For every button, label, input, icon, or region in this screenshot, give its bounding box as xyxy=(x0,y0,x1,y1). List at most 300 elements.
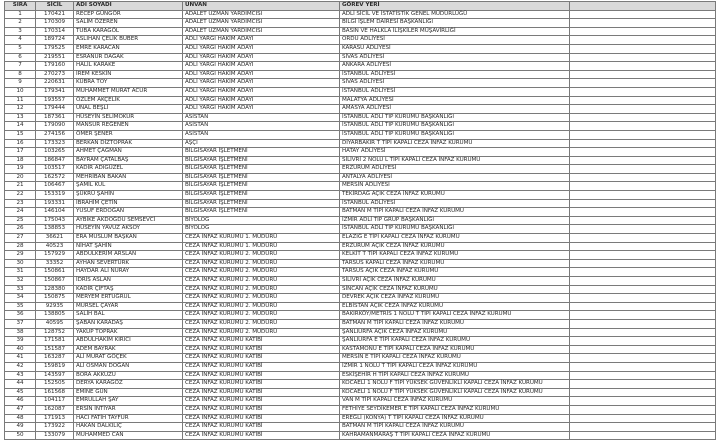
cell-unvan: CEZA İNFAZ KURUMU 1. MÜDÜRÜ xyxy=(183,234,340,243)
cell-sira: 48 xyxy=(5,414,36,423)
cell-empty xyxy=(570,173,716,182)
cell-empty xyxy=(570,311,716,320)
cell-gorev-yeri: İSTANBUL ADLİYESİ xyxy=(340,87,570,96)
cell-unvan: ASİSTAN xyxy=(183,130,340,139)
cell-sicil: 179090 xyxy=(36,122,74,131)
cell-sira: 14 xyxy=(5,122,36,131)
cell-gorev-yeri: ERZURUM AÇIK CEZA İNFAZ KURUMU xyxy=(340,242,570,251)
cell-unvan: CEZA İNFAZ KURUMU KATİBİ xyxy=(183,431,340,440)
cell-empty xyxy=(570,388,716,397)
header-sira: SIRA xyxy=(5,2,36,11)
table-row xyxy=(5,79,716,88)
table-row xyxy=(5,191,716,200)
cell-sicil: 150875 xyxy=(36,294,74,303)
table-row xyxy=(5,423,716,432)
cell-unvan: CEZA İNFAZ KURUMU KATİBİ xyxy=(183,380,340,389)
cell-adi-soyadi: KÜBRA TOY xyxy=(74,79,183,88)
cell-gorev-yeri: ELBİSTAN AÇIK CEZA İNFAZ KURUMU xyxy=(340,302,570,311)
cell-sicil: 274156 xyxy=(36,130,74,139)
cell-unvan: BİLGİSAYAR İŞLETMENİ xyxy=(183,191,340,200)
cell-sira: 32 xyxy=(5,277,36,286)
cell-sira: 28 xyxy=(5,242,36,251)
cell-empty xyxy=(570,156,716,165)
cell-sicil: 161568 xyxy=(36,388,74,397)
cell-sira: 49 xyxy=(5,423,36,432)
cell-adi-soyadi: MERYEM ERTUĞRUL xyxy=(74,294,183,303)
cell-gorev-yeri: FETHİYE SEYDİKEMER E TİPİ KAPALI CEZA İNFAZ KURUMU xyxy=(340,405,570,414)
cell-gorev-yeri: KOCAELİ 1 NOLU F TİPİ YÜKSEK GÜVENLİKLİ KAPALI CEZA İNFAZ KURUMU xyxy=(340,380,570,389)
cell-gorev-yeri: SİVAS ADLİYESİ xyxy=(340,53,570,62)
cell-sira: 10 xyxy=(5,87,36,96)
cell-empty xyxy=(570,105,716,114)
cell-sira: 42 xyxy=(5,362,36,371)
cell-unvan: CEZA İNFAZ KURUMU KATİBİ xyxy=(183,371,340,380)
cell-sira: 5 xyxy=(5,44,36,53)
cell-adi-soyadi: MANSUR REĞENEN xyxy=(74,122,183,131)
cell-adi-soyadi: HALİL KARAKE xyxy=(74,62,183,71)
table-row xyxy=(5,371,716,380)
cell-gorev-yeri: TARSUS KAPALI CEZA İNFAZ KURUMU xyxy=(340,259,570,268)
table-row xyxy=(5,10,716,19)
cell-adi-soyadi: İREM KESKİN xyxy=(74,70,183,79)
cell-sicil: 179160 xyxy=(36,62,74,71)
cell-gorev-yeri: İZMİR 1 NOLU T TİPİ KAPALI CEZA İNFAZ KURUMU xyxy=(340,362,570,371)
header-gorev-yeri: GÖREV YERİ xyxy=(340,2,570,11)
cell-sicil: 36621 xyxy=(36,234,74,243)
cell-gorev-yeri: ANKARA ADLİYESİ xyxy=(340,62,570,71)
cell-adi-soyadi: İBRAHİM ÇETİN xyxy=(74,199,183,208)
cell-empty xyxy=(570,234,716,243)
table-row xyxy=(5,234,716,243)
table-row xyxy=(5,380,716,389)
cell-adi-soyadi: BERKAN DİZTOPRAK xyxy=(74,139,183,148)
table-row xyxy=(5,139,716,148)
cell-gorev-yeri: AMASYA ADLİYESİ xyxy=(340,105,570,114)
cell-gorev-yeri: ESKİŞEHİR H TİPİ KAPALI CEZA İNFAZ KURUMU xyxy=(340,371,570,380)
cell-sira: 27 xyxy=(5,234,36,243)
cell-adi-soyadi: HACI FATİH TAYFUR xyxy=(74,414,183,423)
cell-gorev-yeri: ŞANLIURFA E TİPİ KAPALI CEZA İNFAZ KURUMU xyxy=(340,337,570,346)
table-row xyxy=(5,251,716,260)
cell-gorev-yeri: SİLİVRİ 2 NOLU L TİPİ KAPALI CEZA İNFAZ KURUMU xyxy=(340,156,570,165)
cell-empty xyxy=(570,10,716,19)
table-row xyxy=(5,285,716,294)
cell-gorev-yeri: BASIN VE HALKLA İLİŞKİLER MÜŞAVİRLİĞİ xyxy=(340,27,570,36)
header-empty xyxy=(570,2,716,11)
table-row xyxy=(5,431,716,440)
cell-gorev-yeri: İSTANBUL ADLİ TIP KURUMU BAŞKANLIĞI xyxy=(340,113,570,122)
cell-sicil: 138805 xyxy=(36,311,74,320)
cell-sicil: 162572 xyxy=(36,173,74,182)
table-row xyxy=(5,165,716,174)
cell-adi-soyadi: KADİR ADIGÜZEL xyxy=(74,165,183,174)
cell-sira: 22 xyxy=(5,191,36,200)
header-unvan: UNVAN xyxy=(183,2,340,11)
cell-adi-soyadi: ALİ MURAT GÖÇEK xyxy=(74,354,183,363)
cell-gorev-yeri: ŞANLIURFA AÇIK CEZA İNFAZ KURUMU xyxy=(340,328,570,337)
cell-unvan: CEZA İNFAZ KURUMU 2. MÜDÜRÜ xyxy=(183,302,340,311)
cell-empty xyxy=(570,44,716,53)
cell-unvan: ADLİ YARGI HAKİM ADAYI xyxy=(183,53,340,62)
cell-unvan: CEZA İNFAZ KURUMU 2. MÜDÜRÜ xyxy=(183,319,340,328)
table-row xyxy=(5,199,716,208)
cell-sicil: 146104 xyxy=(36,208,74,217)
cell-sira: 12 xyxy=(5,105,36,114)
table-row xyxy=(5,62,716,71)
table-row xyxy=(5,87,716,96)
cell-gorev-yeri: ANTALYA ADLİYESİ xyxy=(340,173,570,182)
cell-unvan: ADALET UZMAN YARDIMCISI xyxy=(183,19,340,28)
cell-sicil: 219551 xyxy=(36,53,74,62)
cell-gorev-yeri: BİLGİ İŞLEM DAİRESİ BAŞKANLIĞI xyxy=(340,19,570,28)
cell-sira: 36 xyxy=(5,311,36,320)
cell-gorev-yeri: İZMİR ADLİ TIP GRUP BAŞKANLIĞI xyxy=(340,216,570,225)
cell-sira: 9 xyxy=(5,79,36,88)
header-sicil: SİCİL xyxy=(36,2,74,11)
cell-sira: 17 xyxy=(5,148,36,157)
cell-sira: 4 xyxy=(5,36,36,45)
cell-sira: 20 xyxy=(5,173,36,182)
cell-unvan: CEZA İNFAZ KURUMU KATİBİ xyxy=(183,345,340,354)
cell-sira: 23 xyxy=(5,199,36,208)
cell-sira: 2 xyxy=(5,19,36,28)
cell-adi-soyadi: HÜSEYİN YAVUZ AKSOY xyxy=(74,225,183,234)
cell-empty xyxy=(570,87,716,96)
cell-sicil: 92935 xyxy=(36,302,74,311)
cell-adi-soyadi: DERYA KARAGÖZ xyxy=(74,380,183,389)
cell-gorev-yeri: MERSİN ADLİYESİ xyxy=(340,182,570,191)
cell-gorev-yeri: DİYARBAKIR T TİPİ KAPALI CEZA İNFAZ KURUMU xyxy=(340,139,570,148)
table-row xyxy=(5,70,716,79)
cell-unvan: CEZA İNFAZ KURUMU KATİBİ xyxy=(183,354,340,363)
cell-sicil: 153319 xyxy=(36,191,74,200)
table-row xyxy=(5,354,716,363)
cell-sira: 16 xyxy=(5,139,36,148)
cell-sicil: 157929 xyxy=(36,251,74,260)
table-row xyxy=(5,53,716,62)
cell-sira: 6 xyxy=(5,53,36,62)
cell-empty xyxy=(570,19,716,28)
cell-adi-soyadi: EMRE KARACAN xyxy=(74,44,183,53)
cell-empty xyxy=(570,345,716,354)
cell-sicil: 104117 xyxy=(36,397,74,406)
cell-unvan: AŞÇI xyxy=(183,139,340,148)
table-row xyxy=(5,105,716,114)
table-row xyxy=(5,208,716,217)
cell-sicil: 138853 xyxy=(36,225,74,234)
cell-unvan: ADLİ YARGI HAKİM ADAYI xyxy=(183,105,340,114)
cell-unvan: CEZA İNFAZ KURUMU KATİBİ xyxy=(183,405,340,414)
cell-gorev-yeri: KELKİT T TİPİ KAPALI CEZA İNFAZ KURUMU xyxy=(340,251,570,260)
cell-adi-soyadi: RECEP GÜNGÖR xyxy=(74,10,183,19)
cell-adi-soyadi: SALİM ÖZEREN xyxy=(74,19,183,28)
cell-sira: 50 xyxy=(5,431,36,440)
cell-empty xyxy=(570,397,716,406)
cell-sicil: 150861 xyxy=(36,268,74,277)
cell-empty xyxy=(570,405,716,414)
table-row xyxy=(5,319,716,328)
cell-adi-soyadi: ŞÜKRÜ ŞAHİN xyxy=(74,191,183,200)
cell-adi-soyadi: ABDULHAKİM KIRICI xyxy=(74,337,183,346)
table-row xyxy=(5,345,716,354)
cell-unvan: BİYOLOG xyxy=(183,216,340,225)
cell-sira: 45 xyxy=(5,388,36,397)
cell-gorev-yeri: ORDU ADLİYESİ xyxy=(340,36,570,45)
table-row xyxy=(5,113,716,122)
cell-unvan: BİLGİSAYAR İŞLETMENİ xyxy=(183,208,340,217)
cell-empty xyxy=(570,302,716,311)
cell-empty xyxy=(570,27,716,36)
cell-adi-soyadi: SALİH BAL xyxy=(74,311,183,320)
cell-empty xyxy=(570,79,716,88)
cell-sira: 46 xyxy=(5,397,36,406)
cell-empty xyxy=(570,328,716,337)
cell-sira: 24 xyxy=(5,208,36,217)
cell-empty xyxy=(570,414,716,423)
cell-adi-soyadi: KADİR ÇİFTAŞ xyxy=(74,285,183,294)
cell-empty xyxy=(570,182,716,191)
cell-empty xyxy=(570,130,716,139)
cell-gorev-yeri: ERZURUM ADLİYESİ xyxy=(340,165,570,174)
cell-gorev-yeri: SİLİVRİ AÇIK CEZA İNFAZ KURUMU xyxy=(340,277,570,286)
cell-gorev-yeri: KARASU ADLİYESİ xyxy=(340,44,570,53)
cell-empty xyxy=(570,423,716,432)
cell-empty xyxy=(570,294,716,303)
cell-unvan: CEZA İNFAZ KURUMU KATİBİ xyxy=(183,397,340,406)
cell-unvan: CEZA İNFAZ KURUMU 1. MÜDÜRÜ xyxy=(183,242,340,251)
cell-gorev-yeri: İSTANBUL ADLİ TIP KURUMU BAŞKANLIĞI xyxy=(340,122,570,131)
cell-gorev-yeri: KAHRAMANMARAŞ T TİPİ KAPALI CEZA İNFAZ KURUMU xyxy=(340,431,570,440)
cell-sira: 1 xyxy=(5,10,36,19)
cell-sira: 40 xyxy=(5,345,36,354)
cell-unvan: CEZA İNFAZ KURUMU 2. MÜDÜRÜ xyxy=(183,277,340,286)
table-row xyxy=(5,225,716,234)
cell-empty xyxy=(570,268,716,277)
cell-adi-soyadi: İDRİS ASLAN xyxy=(74,277,183,286)
cell-adi-soyadi: ALİ OSMAN DOĞAN xyxy=(74,362,183,371)
cell-adi-soyadi: ERA MUSLUM BAŞKAN xyxy=(74,234,183,243)
cell-adi-soyadi: ABDULKERİM ARSLAN xyxy=(74,251,183,260)
cell-sira: 35 xyxy=(5,302,36,311)
cell-adi-soyadi: NİHAT ŞAHİN xyxy=(74,242,183,251)
cell-sicil: 173323 xyxy=(36,139,74,148)
cell-unvan: CEZA İNFAZ KURUMU 2. MÜDÜRÜ xyxy=(183,285,340,294)
cell-sira: 21 xyxy=(5,182,36,191)
cell-adi-soyadi: EMRULLAH ŞAY xyxy=(74,397,183,406)
cell-sicil: 179525 xyxy=(36,44,74,53)
cell-sicil: 163287 xyxy=(36,354,74,363)
cell-unvan: ASİSTAN xyxy=(183,113,340,122)
document-page xyxy=(0,1,720,438)
cell-sicil: 220631 xyxy=(36,79,74,88)
cell-sicil: 171913 xyxy=(36,414,74,423)
cell-gorev-yeri: BATMAN M TİPİ KAPALI CEZA İNFAZ KURUMU xyxy=(340,319,570,328)
cell-empty xyxy=(570,380,716,389)
cell-sicil: 186847 xyxy=(36,156,74,165)
cell-gorev-yeri: DEVREK AÇIK CEZA İNFAZ KURUMU xyxy=(340,294,570,303)
cell-sicil: 187361 xyxy=(36,113,74,122)
cell-unvan: CEZA İNFAZ KURUMU KATİBİ xyxy=(183,362,340,371)
cell-sicil: 103265 xyxy=(36,148,74,157)
cell-empty xyxy=(570,251,716,260)
cell-unvan: BİLGİSAYAR İŞLETMENİ xyxy=(183,182,340,191)
cell-empty xyxy=(570,148,716,157)
cell-sicil: 171581 xyxy=(36,337,74,346)
cell-adi-soyadi: ASLIHAN ÇELİK BUBER xyxy=(74,36,183,45)
cell-sicil: 40523 xyxy=(36,242,74,251)
cell-empty xyxy=(570,36,716,45)
table-row xyxy=(5,277,716,286)
cell-gorev-yeri: EREĞLİ (KONYA) T TİPİ KAPALI CEZA İNFAZ KURUMU xyxy=(340,414,570,423)
cell-adi-soyadi: ÖZLEM AKÇELİK xyxy=(74,96,183,105)
cell-empty xyxy=(570,139,716,148)
cell-empty xyxy=(570,216,716,225)
table-row xyxy=(5,173,716,182)
cell-adi-soyadi: BAYRAM ÇATALBAŞ xyxy=(74,156,183,165)
table-row xyxy=(5,294,716,303)
cell-sicil: 179444 xyxy=(36,105,74,114)
table-row xyxy=(5,182,716,191)
cell-sicil: 33352 xyxy=(36,259,74,268)
cell-sicil: 151587 xyxy=(36,345,74,354)
cell-sira: 39 xyxy=(5,337,36,346)
cell-unvan: CEZA İNFAZ KURUMU KATİBİ xyxy=(183,337,340,346)
cell-unvan: BİYOLOG xyxy=(183,225,340,234)
cell-empty xyxy=(570,362,716,371)
cell-adi-soyadi: HAKAN DALKILIÇ xyxy=(74,423,183,432)
cell-sicil: 133079 xyxy=(36,431,74,440)
header-adi-soyadi: ADI SOYADI xyxy=(74,2,183,11)
cell-sira: 3 xyxy=(5,27,36,36)
cell-gorev-yeri: VAN M TİPİ KAPALI CEZA İNFAZ KURUMU xyxy=(340,397,570,406)
cell-unvan: BİLGİSAYAR İŞLETMENİ xyxy=(183,156,340,165)
cell-unvan: BİLGİSAYAR İŞLETMENİ xyxy=(183,199,340,208)
staff-assignment-table xyxy=(4,1,716,440)
table-row xyxy=(5,216,716,225)
cell-sira: 38 xyxy=(5,328,36,337)
cell-empty xyxy=(570,285,716,294)
table-row xyxy=(5,405,716,414)
cell-unvan: ADLİ YARGI HAKİM ADAYI xyxy=(183,87,340,96)
cell-gorev-yeri: HATAY ADLİYESİ xyxy=(340,148,570,157)
cell-sira: 41 xyxy=(5,354,36,363)
cell-adi-soyadi: ESRANUR DAĞAK xyxy=(74,53,183,62)
table-row xyxy=(5,268,716,277)
cell-gorev-yeri: İSTANBUL ADLİ TIP KURUMU BAŞKANLIĞI xyxy=(340,225,570,234)
cell-empty xyxy=(570,53,716,62)
cell-sira: 37 xyxy=(5,319,36,328)
cell-unvan: ASİSTAN xyxy=(183,122,340,131)
cell-empty xyxy=(570,277,716,286)
cell-gorev-yeri: SİNCAN AÇIK CEZA İNFAZ KURUMU xyxy=(340,285,570,294)
cell-unvan: ADLİ YARGI HAKİM ADAYI xyxy=(183,36,340,45)
cell-adi-soyadi: AHMET ÇAĞMAN xyxy=(74,148,183,157)
table-row xyxy=(5,302,716,311)
cell-adi-soyadi: ŞAMİL KUL xyxy=(74,182,183,191)
cell-sira: 29 xyxy=(5,251,36,260)
table-row xyxy=(5,130,716,139)
table-row xyxy=(5,397,716,406)
cell-gorev-yeri: İSTANBUL ADLİYESİ xyxy=(340,70,570,79)
cell-sira: 31 xyxy=(5,268,36,277)
table-row xyxy=(5,242,716,251)
cell-unvan: CEZA İNFAZ KURUMU KATİBİ xyxy=(183,414,340,423)
cell-sira: 15 xyxy=(5,130,36,139)
cell-gorev-yeri: KASTAMONU E TİPİ KAPALI CEZA İNFAZ KURUMU xyxy=(340,345,570,354)
cell-adi-soyadi: ÖMER ŞENER xyxy=(74,130,183,139)
cell-adi-soyadi: ADEM BAYRAK xyxy=(74,345,183,354)
table-row xyxy=(5,148,716,157)
cell-empty xyxy=(570,62,716,71)
table-row xyxy=(5,44,716,53)
cell-adi-soyadi: BORA AKKUZU xyxy=(74,371,183,380)
cell-adi-soyadi: MUHAMMET MURAT ACUR xyxy=(74,87,183,96)
cell-sira: 25 xyxy=(5,216,36,225)
cell-sicil: 40595 xyxy=(36,319,74,328)
table-row xyxy=(5,156,716,165)
cell-gorev-yeri: İSTANBUL ADLİYESİ xyxy=(340,199,570,208)
cell-adi-soyadi: HÜSEYİN SELİMOKUR xyxy=(74,113,183,122)
cell-sicil: 150867 xyxy=(36,277,74,286)
cell-empty xyxy=(570,208,716,217)
table-row xyxy=(5,122,716,131)
cell-sicil: 159819 xyxy=(36,362,74,371)
cell-adi-soyadi: ŞABAN KARADAŞ xyxy=(74,319,183,328)
cell-unvan: ADLİ YARGI HAKİM ADAYI xyxy=(183,44,340,53)
cell-adi-soyadi: YUSUF ERDOĞAN xyxy=(74,208,183,217)
cell-adi-soyadi: MUHAMMED CAN xyxy=(74,431,183,440)
cell-empty xyxy=(570,225,716,234)
cell-sira: 19 xyxy=(5,165,36,174)
cell-adi-soyadi: ERSİN İNTİYAR xyxy=(74,405,183,414)
cell-gorev-yeri: BATMAN M TİPİ KAPALI CEZA İNFAZ KURUMU xyxy=(340,423,570,432)
cell-adi-soyadi: HAYDAR ALİ NURAY xyxy=(74,268,183,277)
table-row xyxy=(5,311,716,320)
cell-gorev-yeri: BAKIRKÖY/METRİS 1 NOLU T TİPİ KAPALI CEZA İNFAZ KURUMU xyxy=(340,311,570,320)
table-row xyxy=(5,259,716,268)
cell-gorev-yeri: SİVAS ADLİYESİ xyxy=(340,79,570,88)
header-row xyxy=(5,2,716,11)
cell-gorev-yeri: MALATYA ADLİYESİ xyxy=(340,96,570,105)
cell-adi-soyadi: YAKUP TOPRAK xyxy=(74,328,183,337)
cell-gorev-yeri: İSTANBUL ADLİ TIP KURUMU BAŞKANLIĞI xyxy=(340,130,570,139)
cell-unvan: CEZA İNFAZ KURUMU 2. MÜDÜRÜ xyxy=(183,251,340,260)
cell-unvan: CEZA İNFAZ KURUMU 2. MÜDÜRÜ xyxy=(183,259,340,268)
cell-unvan: ADALET UZMAN YARDIMCISI xyxy=(183,10,340,19)
cell-sira: 11 xyxy=(5,96,36,105)
cell-sira: 18 xyxy=(5,156,36,165)
cell-empty xyxy=(570,242,716,251)
cell-adi-soyadi: ÜNAL BEŞLİ xyxy=(74,105,183,114)
cell-unvan: ADLİ YARGI HAKİM ADAYI xyxy=(183,62,340,71)
table-row xyxy=(5,414,716,423)
cell-sicil: 162087 xyxy=(36,405,74,414)
cell-unvan: ADALET UZMAN YARDIMCISI xyxy=(183,27,340,36)
cell-gorev-yeri: TARSUS AÇIK CEZA İNFAZ KURUMU xyxy=(340,268,570,277)
cell-empty xyxy=(570,96,716,105)
cell-empty xyxy=(570,191,716,200)
cell-sicil: 270273 xyxy=(36,70,74,79)
cell-sira: 43 xyxy=(5,371,36,380)
cell-gorev-yeri: BATMAN M TİPİ KAPALI CEZA İNFAZ KURUMU xyxy=(340,208,570,217)
cell-unvan: ADLİ YARGI HAKİM ADAYI xyxy=(183,79,340,88)
cell-sira: 33 xyxy=(5,285,36,294)
cell-adi-soyadi: EMİNE GÜN xyxy=(74,388,183,397)
cell-sicil: 173922 xyxy=(36,423,74,432)
cell-sira: 47 xyxy=(5,405,36,414)
cell-adi-soyadi: TUBA KARAGÖL xyxy=(74,27,183,36)
table-row xyxy=(5,36,716,45)
